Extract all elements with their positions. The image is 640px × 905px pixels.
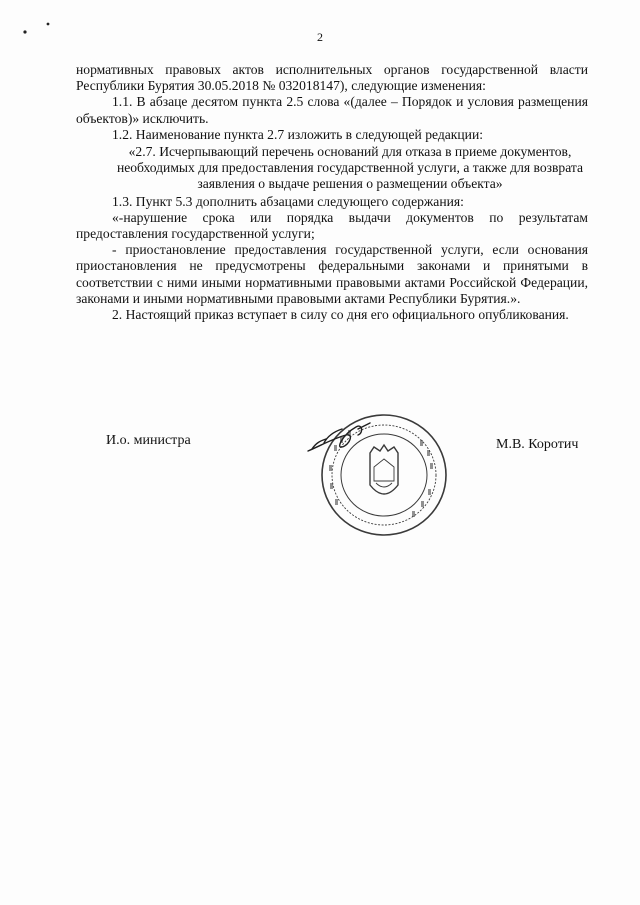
- paragraph-1-1: 1.1. В абзаце десятом пункта 2.5 слова «(далее – Порядок и условия размещения объектов)» исключить.: [76, 94, 588, 126]
- signatory-position: И.о. министра: [106, 433, 191, 448]
- paragraph-1-2: 1.2. Наименование пункта 2.7 изложить в следующей редакции:: [112, 126, 484, 142]
- paragraph-violation-item: «-нарушение срока или порядка выдачи документов по результатам предоставления государственной услуги;: [76, 209, 588, 242]
- official-seal: [302, 405, 462, 540]
- paragraph-1-3: 1.3. Пункт 5.3 дополнить абзацами следующего содержания:: [112, 193, 464, 209]
- document-body: [76, 62, 588, 323]
- paragraph-quoted-2-7: «2.7. Исчерпывающий перечень оснований для отказа в приеме документов, необходимых для предоставления государственной услуги, а также для возврата заявления о выдаче решения о размещении объекта»: [116, 144, 584, 192]
- paragraph-intro-continuation: нормативных правовых актов исполнительных органов государственной власти Республики Бурятия 30.05.2018 № 032018147), следующие изменения:: [76, 62, 588, 94]
- page-number: 2: [317, 30, 323, 44]
- paragraph-2: 2. Настоящий приказ вступает в силу со дня его официального опубликования.: [112, 307, 569, 323]
- signatory-name: М.В. Коротич: [496, 437, 579, 452]
- paragraph-suspension-item: - приостановление предоставления государственной услуги, если основания приостановления не предусмотрены федеральными законами и принятыми в соответствии с ними иными нормативными правовыми актами Российской Федерации, законами и иными нормативными правовыми актами Республики Бурятия.».: [76, 242, 588, 306]
